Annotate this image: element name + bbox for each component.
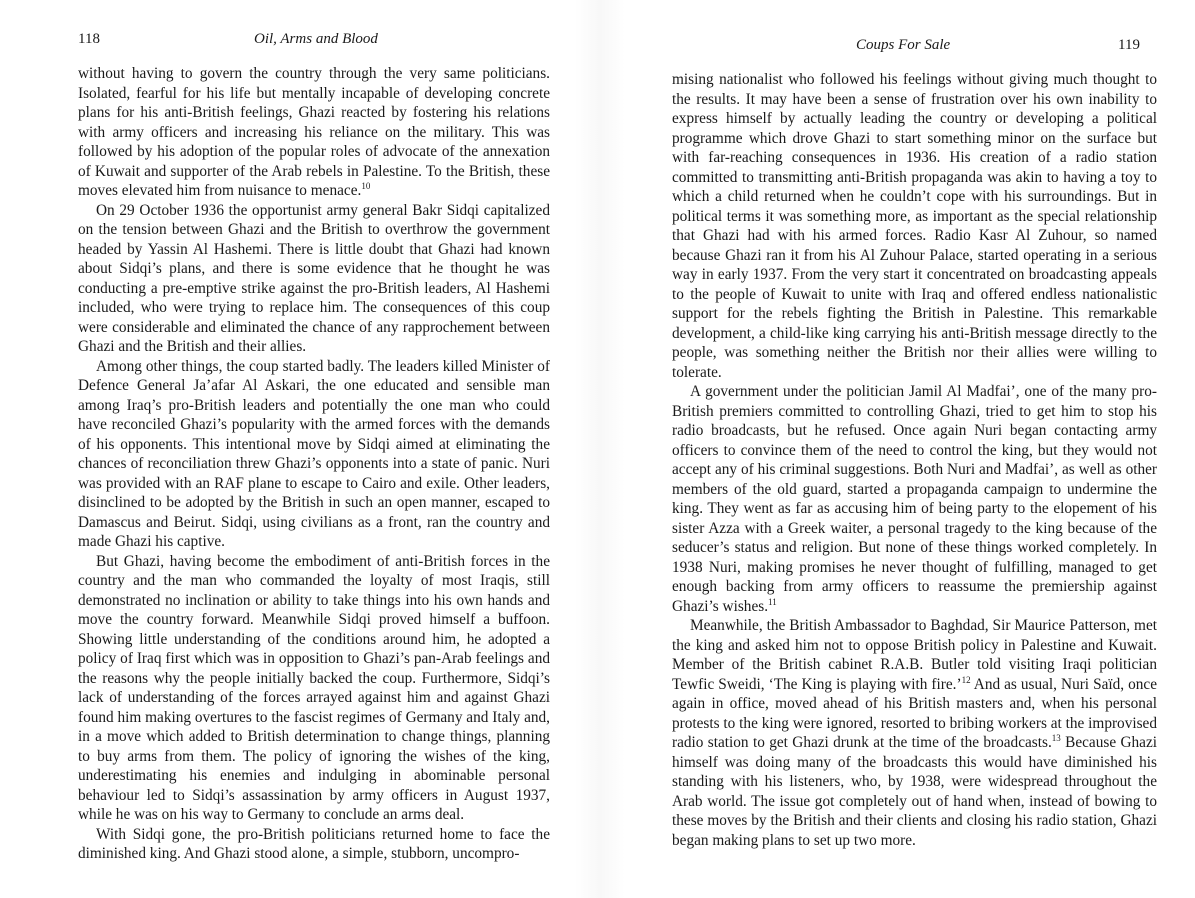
paragraph: On 29 October 1936 the opportunist army general Bakr Sidqi capitalized on the tension between Ghazi and the British to overthrow the government headed by Yassin Al Hashemi. There is little doubt that Ghazi had known about Sidqi’s plans, and there is some evidence that he thought he was conducting a pre-emptive strike against the pro-British leaders, Al Hashemi included, who were trying to replace him. The consequences of this coup were considerable and eliminated the chance of any rapprochement between Ghazi and the British and their allies. (78, 201, 550, 355)
paragraph: Meanwhile, the British Ambassador to Baghdad, Sir Maurice Patterson, met the king and asked him not to oppose British policy in Palestine and Kuwait. Member of the British cabinet R.A.B. Butler told visiting Iraqi politician Tewfic Sweidi, ‘The King is playing with fire.’$^{12}$ And as usual, Nuri Saïd, once again in office, moved ahead of his British masters and, when his personal protests to the king were ignored, resorted to bribing workers at the improvised radio station to get Ghazi drunk at the time of the broadcasts.$^{13}$ Because Ghazi himself was doing many of the broadcasts this would have diminished his standing with his listeners, who, by 1938, were widespread throughout the Arab world. The issue got completely out of hand when, instead of bowing to these moves by the British and their clients and closing his radio station, Ghazi began making plans to set up two more. (672, 617, 1157, 849)
page-number: 119 (1118, 37, 1140, 53)
paragraph: Among other things, the coup started badly. The leaders killed Minister of Defence General Ja’afar Al Askari, the one educated and sensible man among Iraq’s pro-British leaders and potentially the one man who could have reconciled Ghazi’s popularity with the armed forces with the demands of his opponents. This intentional move by Sidqi aimed at eliminating the chances of reconciliation threw Ghazi’s opponents into a state of panic. Nuri was provided with an RAF plane to escape to Cairo and exile. Other leaders, disinclined to be adopted by the British in such an open manner, escaped to Damascus and Beirut. Sidqi, using civilians as a front, ran the country and made Ghazi his captive. (78, 357, 550, 550)
right-page (640, 0, 1195, 898)
footnote-marker: 13 (1051, 732, 1061, 743)
running-title: Coups For Sale (856, 37, 951, 53)
page-number: 118 (78, 31, 100, 47)
paragraph: A government under the politician Jamil Al Madfai’, one of the many pro-British premiers committed to controlling Ghazi, tried to get him to stop his radio broadcasts, but he refused. Once again Nuri began contacting army officers to convince them of the need to control the king, but they would not accept any of his criminal suggestions. Both Nuri and Madfai’, as well as other members of the old guard, started a propaganda campaign to undermine the king. They went as far as accusing him of being party to the elopement of his sister Azza with a Greek waiter, a personal tragedy to the king because of the seducer’s status and religion. But none of these things worked completely. In 1938 Nuri, making promises he never thought of fulfilling, managed to get enough backing from army officers to reassume the premiership against Ghazi’s wishes.$^{11}$ (672, 383, 1157, 615)
paragraph: without having to govern the country through the very same politicians. Isolated, fearful for his life but mentally incapable of developing concrete plans for his anti-British feelings, Ghazi reacted by fostering his relations with army officers and increasing his reliance on the military. This was followed by his adoption of the popular roles of advocate of the annexation of Kuwait and supporter of the Arab rebels in Palestine. To the British, these moves elevated him from nuisance to menace.$^{10}$ (78, 65, 550, 199)
paragraph: But Ghazi, having become the embodiment of anti-British forces in the country and the man who commanded the loyalty of most Iraqis, still demonstrated no inclination or ability to take things into his own hands and move the country forward. Meanwhile Sidqi proved himself a buffoon. Showing little understanding of the conditions around him, he adopted a policy of Iraq first which was in opposition to Ghazi’s pan-Arab feelings and the reasons why the people initially backed the coup. Furthermore, Sidqi’s lack of understanding of the forces arrayed against him and against Ghazi found him making overtures to the fascist regimes of Germany and Italy and, in a move which added to British determination to change things, planning to buy arms from them. The policy of ignoring the wishes of the king, underestimating his enemies and indulging in abominable personal behaviour led to Sidqi’s assassination by army officers in August 1937, while he was on his way to Germany to conclude an arms deal. (78, 552, 550, 823)
body-text (78, 64, 550, 864)
running-title: Oil, Arms and Blood (254, 31, 378, 47)
footnote-marker: 10 (361, 180, 371, 191)
body-text (672, 70, 1157, 850)
footnote-marker: 12 (961, 674, 971, 685)
left-page (0, 0, 560, 898)
book-gutter (575, 0, 625, 898)
paragraph: mising nationalist who followed his feelings without giving much thought to the results. It may have been a sense of frustration over his own inability to express himself by actually leading the country or developing a political programme which drove Ghazi to start something minor on the surface but with far-reaching consequences in 1936. His creation of a radio station committed to transmitting anti-British propaganda was akin to having a toy to which a child returned when he couldn’t cope with his surroundings. But in political terms it was something more, as important as the special relationship that Ghazi had with his armed forces. Radio Kasr Al Zuhour, so named because Ghazi ran it from his Al Zuhour Palace, started operating in a serious way in early 1937. From the very start it concentrated on broadcasting appeals to the people of Kuwait to unite with Iraq and offered endless nationalistic support for the rebels fighting the British in Palestine. This remarkable development, a child-like king carrying his anti-British message directly to the people, was something neither the British nor their allies were willing to tolerate. (672, 71, 1157, 381)
paragraph: With Sidqi gone, the pro-British politicians returned home to face the diminished king. And Ghazi stood alone, a simple, stubborn, uncompro- (78, 825, 550, 862)
footnote-marker: 11 (768, 596, 777, 607)
